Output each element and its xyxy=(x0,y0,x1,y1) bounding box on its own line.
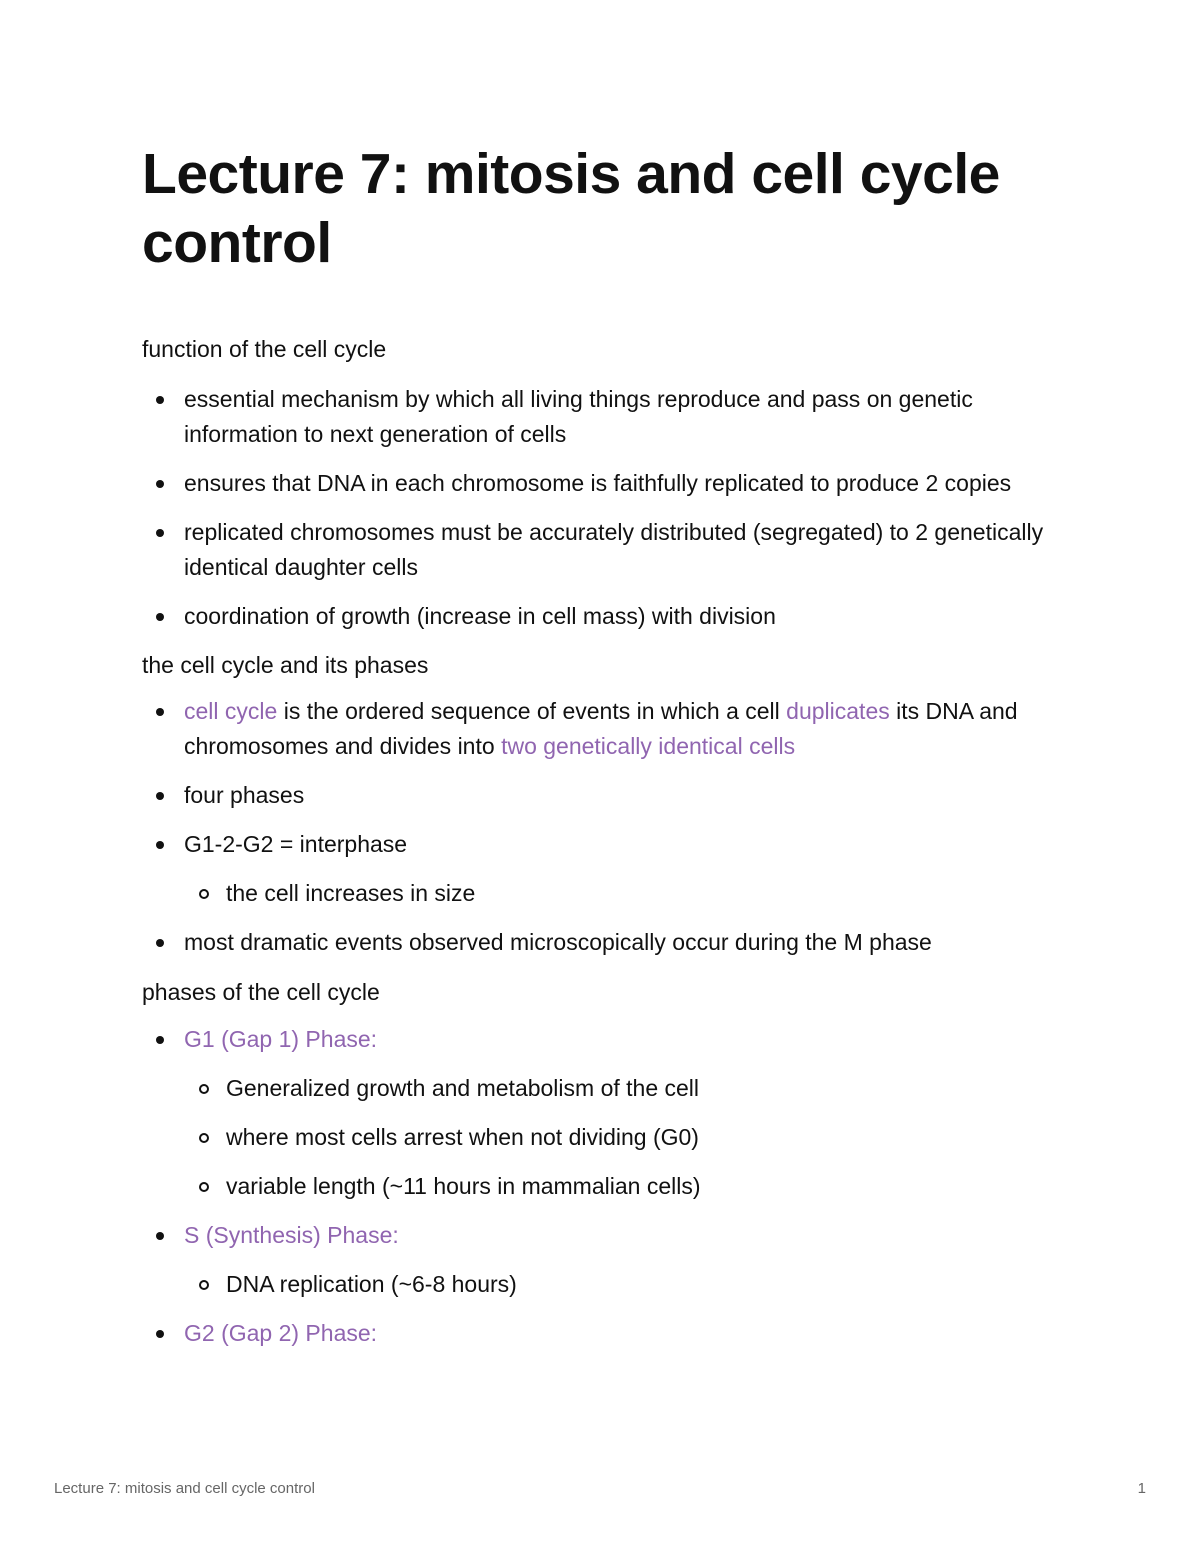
document-body xyxy=(142,332,1062,1351)
sub-list-item xyxy=(184,1120,1062,1155)
phases-list xyxy=(142,694,1062,960)
sub-list xyxy=(184,1267,1062,1302)
bullet-icon xyxy=(156,1036,164,1044)
sub-list-item xyxy=(184,1169,1062,1204)
bullet-icon xyxy=(156,396,164,404)
list-item xyxy=(142,925,1062,960)
list-item xyxy=(142,466,1062,501)
phase-label-g2: G2 (Gap 2) Phase: xyxy=(184,1320,378,1346)
sub-list-item-text: Generalized growth and metabolism of the cell xyxy=(226,1075,700,1101)
sub-list xyxy=(184,876,1062,911)
highlight-two-identical-cells: two genetically identical cells xyxy=(501,733,796,759)
list-item xyxy=(142,827,1062,911)
phase-label-g1: G1 (Gap 1) Phase: xyxy=(184,1026,378,1052)
sub-list-item-text: where most cells arrest when not dividing (G0) xyxy=(226,1124,699,1150)
sub-list-item-text: DNA replication (~6-8 hours) xyxy=(226,1271,517,1297)
hollow-bullet-icon xyxy=(199,1182,209,1192)
sub-list-item xyxy=(184,1071,1062,1106)
list-item-g1 xyxy=(142,1022,1062,1204)
page-title: Lecture 7: mitosis and cell cycle control xyxy=(142,142,1000,275)
bullet-icon xyxy=(156,1330,164,1338)
list-item-text: most dramatic events observed microscopically occur during the M phase xyxy=(184,929,932,955)
function-list xyxy=(142,382,1062,634)
list-item xyxy=(142,694,1062,764)
list-item-s xyxy=(142,1218,1062,1302)
bullet-icon xyxy=(156,792,164,800)
bullet-icon xyxy=(156,613,164,621)
list-item xyxy=(142,382,1062,452)
list-item-text: four phases xyxy=(184,782,305,808)
hollow-bullet-icon xyxy=(199,1133,209,1143)
sub-list-item xyxy=(184,876,1062,911)
list-item xyxy=(142,599,1062,634)
hollow-bullet-icon xyxy=(199,1280,209,1290)
list-item-g2 xyxy=(142,1316,1062,1351)
list-item xyxy=(142,778,1062,813)
list-item-text: G1-2-G2 = interphase xyxy=(184,831,408,857)
footer-page-number: 1 xyxy=(1137,1480,1146,1497)
bullet-icon xyxy=(156,480,164,488)
sub-list-item xyxy=(184,1267,1062,1302)
section-heading-phases: the cell cycle and its phases xyxy=(142,652,429,678)
sub-list-item-text: the cell increases in size xyxy=(226,880,476,906)
list-item-text: is the ordered sequence of events in which a cell xyxy=(277,698,787,724)
bullet-icon xyxy=(156,1232,164,1240)
list-item-text: essential mechanism by which all living things reproduce and pass on genetic information to next generation of cells xyxy=(184,386,973,447)
list-item-text: replicated chromosomes must be accurately distributed (segregated) to 2 genetically identical daughter cells xyxy=(184,519,1044,580)
list-item-text: coordination of growth (increase in cell mass) with division xyxy=(184,603,776,629)
hollow-bullet-icon xyxy=(199,1084,209,1094)
bullet-icon xyxy=(156,529,164,537)
bullet-icon xyxy=(156,708,164,716)
list-item xyxy=(142,515,1062,585)
phase-label-s: S (Synthesis) Phase: xyxy=(184,1222,399,1248)
highlight-cell-cycle: cell cycle xyxy=(184,698,278,724)
sub-list xyxy=(184,1071,1062,1204)
list-item-text: its DNA and chromosomes and divides into xyxy=(184,698,1018,759)
section-heading-phases-of-cycle: phases of the cell cycle xyxy=(142,979,380,1005)
highlight-duplicates: duplicates xyxy=(786,698,890,724)
cycle-phases-list xyxy=(142,1022,1062,1351)
section-heading-function: function of the cell cycle xyxy=(142,336,387,362)
bullet-icon xyxy=(156,841,164,849)
list-item-text: ensures that DNA in each chromosome is faithfully replicated to produce 2 copies xyxy=(184,470,1012,496)
hollow-bullet-icon xyxy=(199,889,209,899)
sub-list-item-text: variable length (~11 hours in mammalian cells) xyxy=(226,1173,701,1199)
footer-document-title: Lecture 7: mitosis and cell cycle control xyxy=(54,1480,315,1497)
bullet-icon xyxy=(156,939,164,947)
